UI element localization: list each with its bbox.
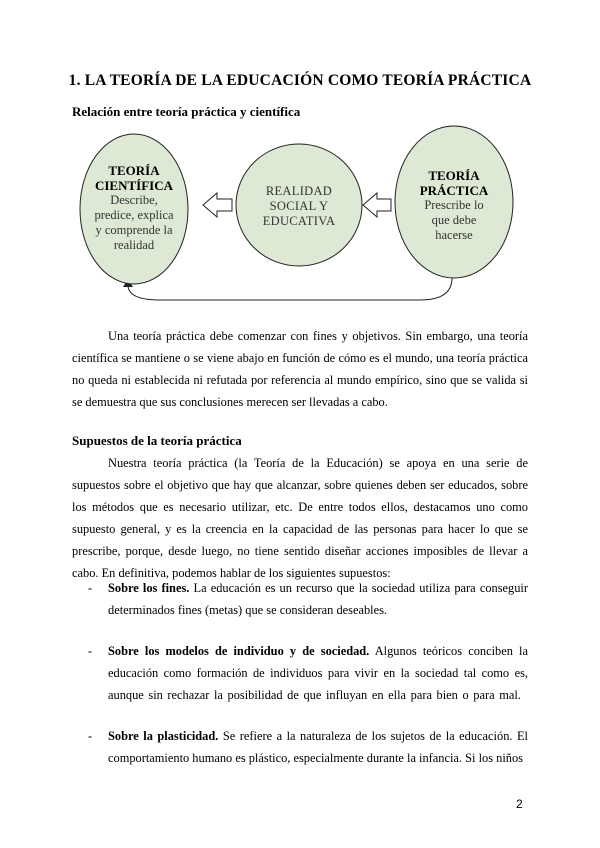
right-desc-line1: Prescribe lo — [424, 198, 484, 212]
left-desc-line3: y comprende la — [95, 223, 173, 237]
paragraph-assumptions: Nuestra teoría práctica (la Teoría de la Educación) se apoya en una serie de supuestos sobre el objetivo que hay que alcanzar, sobre quienes deben ser educados, sobre los métodos que es necesario utilizar, etc. De entre todos ellos, destacamos uno como supuesto general, y es la creencia en la capacidad de las personas para hacer lo que se prescribe, porque, desde luego, no tiene sentido diseñar acciones imposibles de llevar a cabo. En definitiva, podemos hablar de los siguientes supuestos: — [72, 456, 528, 580]
connector-line — [128, 278, 452, 300]
bullet-body: Algunos teóricos conciben la educación como formación de individuos para vivir en la sociedad tal como es, aunque sin rechazar la posibilidad de que influyan en ella para bien o para mal. — [108, 644, 528, 702]
subtitle-relation: Relación entre teoría práctica y científica — [72, 104, 301, 119]
bullet-text — [108, 725, 528, 769]
theory-diagram — [0, 0, 600, 320]
bullet-dash: - — [88, 581, 93, 595]
right-title-line1: TEORÍA — [428, 168, 480, 183]
bullet-dash: - — [88, 644, 93, 658]
center-ellipse-text — [240, 184, 358, 229]
right-title-line2: PRÁCTICA — [419, 183, 489, 198]
bullet-dash: - — [88, 729, 93, 743]
subtitle-assumptions: Supuestos de la teoría práctica — [72, 433, 242, 448]
left-desc-line1: Describe, — [110, 193, 158, 207]
arrow-center-to-left — [203, 193, 232, 217]
section-title: 1. LA TEORÍA DE LA EDUCACIÓN COMO TEORÍA PRÁCTICA — [68, 72, 532, 89]
bullet-bold: Sobre los modelos de individuo y de sociedad. — [108, 644, 370, 658]
bullet-fines — [72, 577, 528, 621]
left-desc-line2: predice, explica — [94, 208, 174, 222]
left-desc-line4: realidad — [113, 238, 155, 252]
bullet-plasticidad — [72, 725, 528, 769]
bullet-modelos — [72, 640, 528, 706]
arrow-right-to-center — [363, 193, 391, 217]
bullet-body: La educación es un recurso que la sociedad utiliza para conseguir determinados fines (metas) que se consideran deseables. — [108, 581, 528, 617]
center-line3: EDUCATIVA — [262, 214, 336, 228]
page-number: 2 — [516, 797, 523, 811]
center-line1: REALIDAD — [265, 184, 333, 198]
left-title-line2: CIENTÍFICA — [94, 178, 173, 193]
center-line2: SOCIAL Y — [269, 199, 329, 213]
bullet-text — [108, 577, 528, 621]
bullet-bold: Sobre los fines. — [108, 581, 190, 595]
right-desc-line2: que debe — [431, 213, 477, 227]
diagram-shapes — [0, 0, 600, 320]
right-desc-line3: hacerse — [435, 228, 473, 242]
bullet-bold: Sobre la plasticidad. — [108, 729, 219, 743]
right-ellipse-text — [400, 168, 508, 243]
left-ellipse-text — [80, 163, 188, 253]
bullet-body: Se refiere a la naturaleza de los sujetos de la educación. El comportamiento humano es plástico, especialmente durante la infancia. Si los niños — [108, 729, 528, 765]
bullet-text — [108, 640, 528, 706]
left-title-line1: TEORÍA — [108, 163, 160, 178]
paragraph-theory: Una teoría práctica debe comenzar con fines y objetivos. Sin embargo, una teoría científica se mantiene o se viene abajo en función de cómo es el mundo, una teoría práctica no queda ni establecida ni refutada por referencia al mundo empírico, sino que se valida si se demuestra que sus conclusiones merecen ser llevadas a cabo. — [72, 329, 528, 409]
